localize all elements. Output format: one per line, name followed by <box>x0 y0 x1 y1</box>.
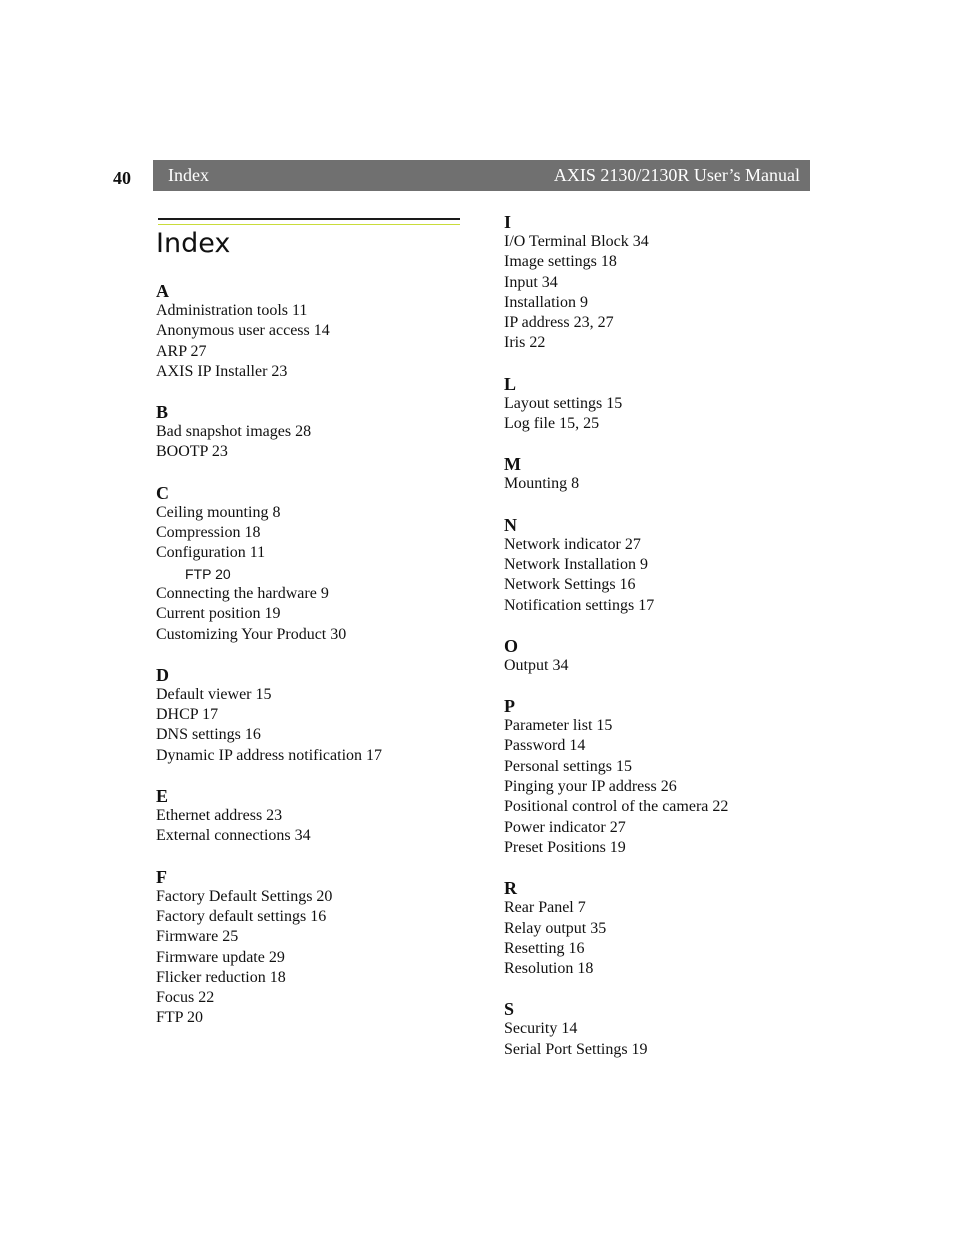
index-entry: Installation 9 <box>504 293 588 311</box>
index-column-right <box>504 212 728 1080</box>
index-entry: Mounting 8 <box>504 475 580 493</box>
section-letter: D <box>156 664 169 685</box>
index-entry: Bad snapshot images 28 <box>156 423 312 441</box>
index-entry: Image settings 18 <box>504 253 617 271</box>
index-entry: Firmware update 29 <box>156 948 285 966</box>
index-entry: Administration tools 11 <box>156 302 308 319</box>
index-section-n <box>504 515 728 616</box>
index-entry: Rear Panel 7 <box>504 899 586 917</box>
index-entry: Password 14 <box>504 737 586 755</box>
index-section-e <box>156 786 382 847</box>
index-entry: Network Installation 9 <box>504 555 648 573</box>
index-column-left <box>156 281 382 1049</box>
index-entry: Dynamic IP address notification 17 <box>156 746 383 764</box>
index-entry: Ceiling mounting 8 <box>156 503 281 521</box>
index-section-f <box>156 867 382 1029</box>
section-letter: M <box>504 454 521 475</box>
index-section-m <box>504 454 728 494</box>
header-section-label: Index <box>168 165 209 185</box>
index-entry: Log file 15, 25 <box>504 415 600 433</box>
header-manual-title: AXIS 2130/2130R User’s Manual <box>553 165 800 185</box>
index-entry: Connecting the hardware 9 <box>156 584 329 602</box>
index-entry: Factory default settings 16 <box>156 907 327 925</box>
index-entry: ARP 27 <box>156 342 207 360</box>
index-entry: Focus 22 <box>156 989 215 1007</box>
index-entry: Preset Positions 19 <box>504 838 626 856</box>
index-entry: Personal settings 15 <box>504 757 632 775</box>
section-letter: A <box>156 281 169 301</box>
index-entry: Resetting 16 <box>504 939 585 957</box>
title-accent-rule <box>158 224 460 225</box>
index-entry: Layout settings 15 <box>504 394 623 412</box>
index-section-r <box>504 878 728 979</box>
index-entry: Flicker reduction 18 <box>156 968 286 986</box>
index-entry: Compression 18 <box>156 524 261 542</box>
index-entry: Relay output 35 <box>504 919 607 937</box>
index-entry: Current position 19 <box>156 605 281 623</box>
index-entry: Network indicator 27 <box>504 535 641 553</box>
index-entry: FTP 20 <box>156 1009 203 1027</box>
index-entry: Iris 22 <box>504 334 546 352</box>
index-section-d <box>156 665 382 766</box>
index-entry: Security 14 <box>504 1020 578 1038</box>
index-section-s <box>504 999 728 1060</box>
running-header <box>153 160 810 191</box>
index-entry: External connections 34 <box>156 827 311 845</box>
index-section-i <box>504 212 728 354</box>
index-entry: BOOTP 23 <box>156 443 228 461</box>
index-entry: DNS settings 16 <box>156 726 261 744</box>
index-entry: Ethernet address 23 <box>156 807 283 825</box>
title-rule <box>158 218 460 220</box>
index-entry: Default viewer 15 <box>156 685 272 703</box>
section-letter: F <box>156 866 167 887</box>
section-letter: O <box>504 635 519 656</box>
section-letter: L <box>504 373 517 394</box>
index-section-l <box>504 374 728 435</box>
section-letter: E <box>156 786 169 807</box>
section-letter: R <box>504 878 517 899</box>
index-section-p <box>504 696 728 858</box>
index-section-c <box>156 483 382 645</box>
index-entry: Customizing Your Product 30 <box>156 625 347 643</box>
index-entry: Power indicator 27 <box>504 818 626 836</box>
index-section-o <box>504 636 728 676</box>
index-section-b <box>156 402 382 463</box>
index-entry: Positional control of the camera 22 <box>504 798 729 816</box>
index-entry: IP address 23, 27 <box>504 314 614 332</box>
index-entry: Factory Default Settings 20 <box>156 887 333 905</box>
index-entry: Network Settings 16 <box>504 576 636 594</box>
index-entry: I/O Terminal Block 34 <box>504 233 649 250</box>
index-entry: Configuration 11 <box>156 544 266 562</box>
index-entry: Serial Port Settings 19 <box>504 1040 648 1058</box>
index-section-a <box>156 281 382 382</box>
index-entry: Parameter list 15 <box>504 717 613 735</box>
index-entry: Output 34 <box>504 656 569 674</box>
index-entry: AXIS IP Installer 23 <box>156 362 288 380</box>
section-letter: P <box>504 696 515 717</box>
section-letter: S <box>504 999 515 1020</box>
index-subentry: FTP 20 <box>185 565 231 582</box>
index-entry: Resolution 18 <box>504 960 594 978</box>
section-letter: C <box>156 482 169 503</box>
index-entry: Anonymous user access 14 <box>156 322 330 340</box>
index-entry: Input 34 <box>504 273 558 291</box>
section-letter: B <box>156 402 169 423</box>
index-entry: Firmware 25 <box>156 928 239 946</box>
index-entry: Pinging your IP address 26 <box>504 778 677 796</box>
page-title: Index <box>156 228 231 259</box>
index-entry: Notification settings 17 <box>504 596 655 614</box>
section-letter: I <box>504 212 512 232</box>
section-letter: N <box>504 514 517 535</box>
index-entry: DHCP 17 <box>156 706 219 724</box>
page-number: 40 <box>113 168 131 188</box>
